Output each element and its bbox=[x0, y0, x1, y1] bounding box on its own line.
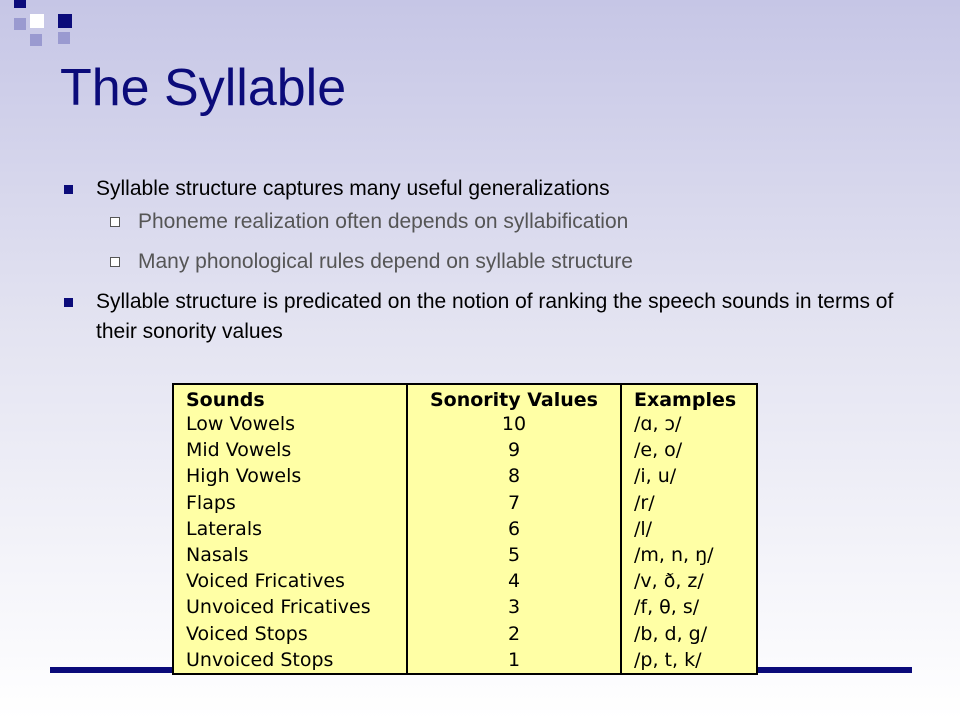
bullet-item bbox=[60, 287, 920, 347]
example-cell: /l/ bbox=[621, 516, 756, 542]
sonority-value-cell: 1 bbox=[407, 647, 621, 673]
sound-cell: Laterals bbox=[186, 517, 262, 540]
header-examples: Examples bbox=[621, 385, 756, 411]
bullet-square-icon bbox=[64, 185, 73, 194]
bullet-text: Syllable structure captures many useful generalizations bbox=[96, 177, 610, 200]
sub-bullet-text: Phoneme realization often depends on syllabification bbox=[138, 210, 629, 233]
sound-cell: Flaps bbox=[186, 491, 236, 514]
footer-rule-left bbox=[50, 667, 174, 673]
hollow-square-icon bbox=[110, 257, 120, 267]
corner-square-4 bbox=[30, 34, 42, 46]
example-cell: /ɑ, ɔ/ bbox=[621, 411, 756, 437]
table-row bbox=[174, 542, 756, 568]
sub-bullet-item bbox=[60, 247, 920, 277]
sound-cell: Unvoiced Stops bbox=[186, 648, 334, 671]
sound-cell: Low Vowels bbox=[186, 413, 296, 436]
example-cell: /i, u/ bbox=[621, 463, 756, 489]
sonority-value-cell: 10 bbox=[407, 411, 621, 437]
example-cell: /m, n, ŋ/ bbox=[621, 542, 756, 568]
corner-square-5 bbox=[58, 14, 72, 28]
bullet-square-icon bbox=[64, 298, 73, 307]
header-sounds: Sounds bbox=[186, 389, 265, 411]
example-cell: /b, d, g/ bbox=[621, 621, 756, 647]
sound-cell: Voiced Stops bbox=[186, 622, 308, 645]
bullet-item bbox=[60, 174, 920, 204]
example-cell: /e, o/ bbox=[621, 437, 756, 463]
corner-square-6 bbox=[58, 32, 70, 44]
table-row bbox=[174, 594, 756, 620]
sonority-value-cell: 9 bbox=[407, 437, 621, 463]
table-row bbox=[174, 463, 756, 489]
sound-cell: Nasals bbox=[186, 544, 249, 567]
table-row bbox=[174, 516, 756, 542]
sound-cell: High Vowels bbox=[186, 465, 302, 488]
sub-bullet-text: Many phonological rules depend on syllable structure bbox=[138, 250, 633, 273]
bullet-text: Syllable structure is predicated on the notion of ranking the speech sounds in terms of their sonority values bbox=[96, 290, 894, 343]
example-cell: /v, ð, z/ bbox=[621, 568, 756, 594]
hollow-square-icon bbox=[110, 217, 120, 227]
slide-title: The Syllable bbox=[60, 59, 347, 117]
sonority-value-cell: 6 bbox=[407, 516, 621, 542]
sonority-value-cell: 5 bbox=[407, 542, 621, 568]
corner-square-1 bbox=[14, 0, 26, 8]
sonority-table bbox=[172, 383, 758, 675]
example-cell: /r/ bbox=[621, 490, 756, 516]
table-row bbox=[174, 568, 756, 594]
table-row bbox=[174, 490, 756, 516]
header-sonority-values: Sonority Values bbox=[407, 385, 621, 411]
sonority-value-cell: 3 bbox=[407, 594, 621, 620]
corner-square-3 bbox=[30, 14, 44, 28]
table-row bbox=[174, 437, 756, 463]
sound-cell: Unvoiced Fricatives bbox=[186, 596, 371, 619]
example-cell: /f, θ, s/ bbox=[621, 594, 756, 620]
sonority-value-cell: 2 bbox=[407, 621, 621, 647]
sonority-value-cell: 7 bbox=[407, 490, 621, 516]
sonority-value-cell: 8 bbox=[407, 463, 621, 489]
corner-square-2 bbox=[14, 18, 26, 30]
example-cell: /p, t, k/ bbox=[621, 647, 756, 673]
sonority-value-cell: 4 bbox=[407, 568, 621, 594]
table-row bbox=[174, 411, 756, 437]
table-row bbox=[174, 647, 756, 673]
table-row bbox=[174, 621, 756, 647]
sound-cell: Voiced Fricatives bbox=[186, 570, 345, 593]
sound-cell: Mid Vowels bbox=[186, 439, 292, 462]
bullet-list bbox=[60, 174, 920, 350]
footer-rule-right bbox=[756, 667, 912, 673]
sub-bullet-item bbox=[60, 207, 920, 237]
